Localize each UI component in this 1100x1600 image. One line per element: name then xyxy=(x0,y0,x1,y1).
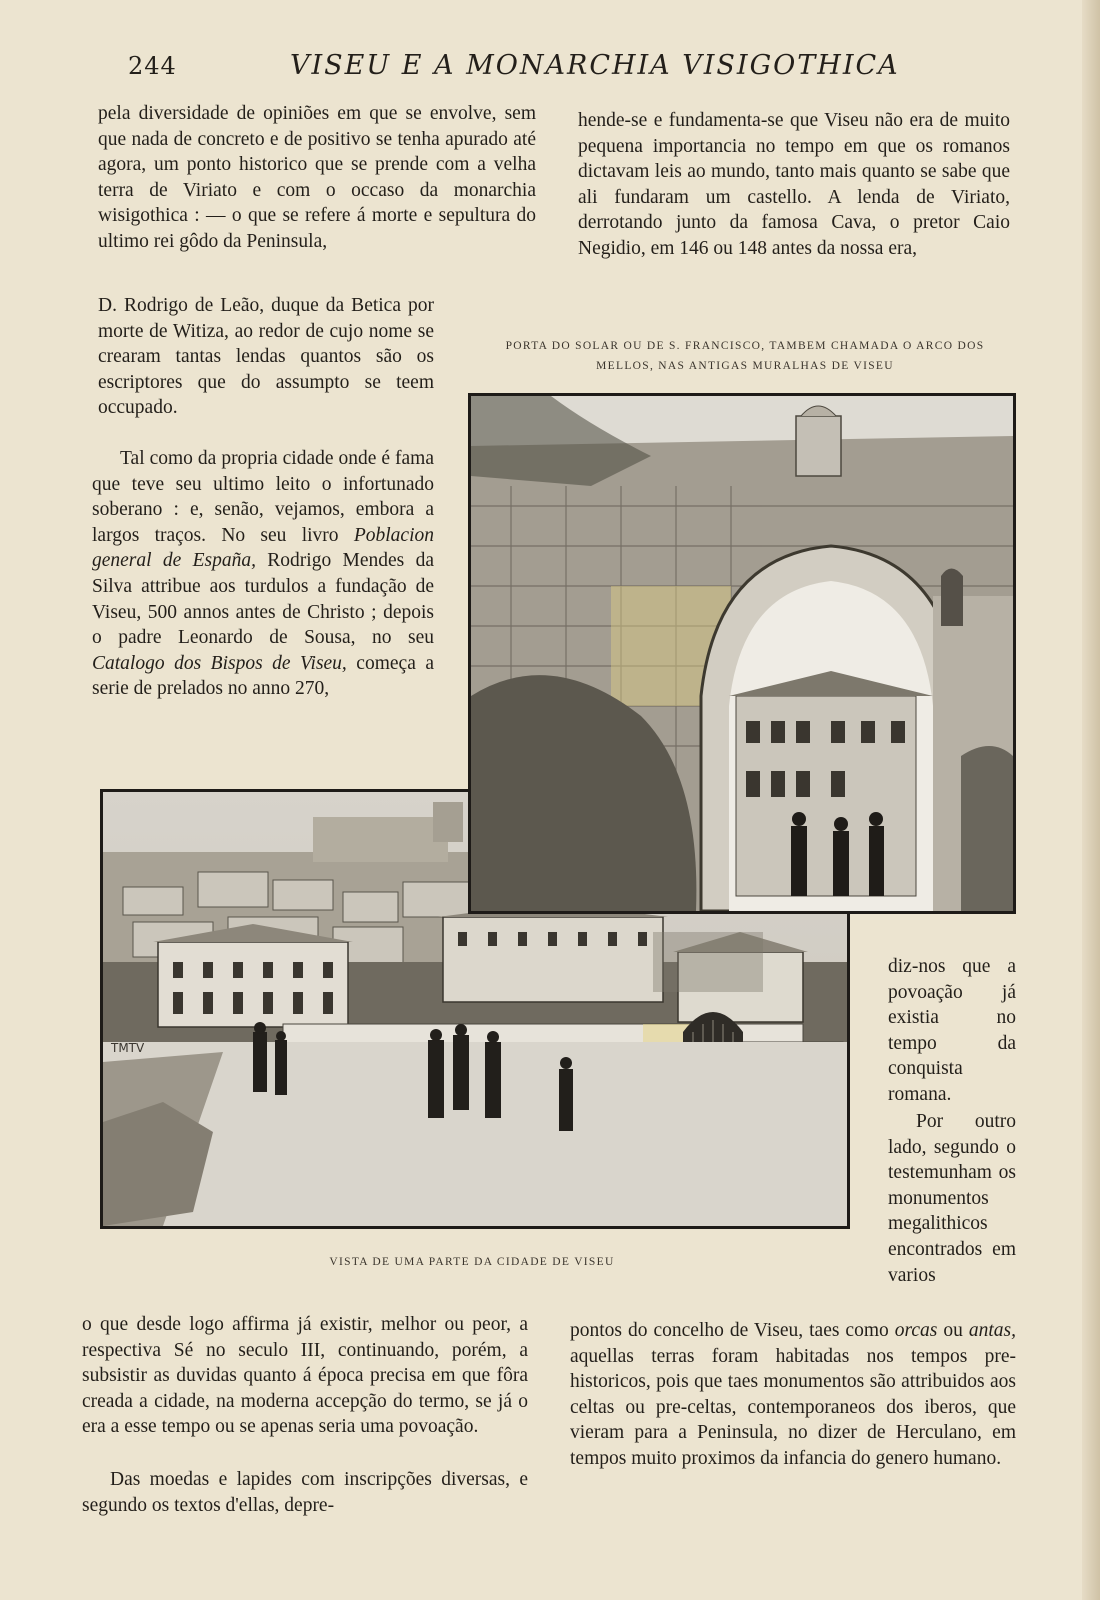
left-top-paragraph-3 xyxy=(92,446,434,702)
para3-text-b: Rodrigo Mendes da Silva attribue aos turdulos a fundação de Viseu, 500 annos antes de Christo ; depois o padre Leonardo de Sousa, no seu xyxy=(92,550,434,649)
orcas-text-c: aquellas terras foram habitadas nos tempos pre-historicos, pois que taes monumentos são attribuidos aos celtas ou pre-celtas, contemporaneos dos iberos, que vieram para a Peninsula, no dizer de Herculano, em tempos muito proximos da infancia do genero humano. xyxy=(570,1345,1016,1469)
page-edge-shadow xyxy=(1082,0,1100,1600)
gate-photo-caption: PORTA DO SOLAR OU DE S. FRANCISCO, TAMBEM CHAMADA O ARCO DOS MELLOS, NAS ANTIGAS MURALHAS DE VISEU xyxy=(505,340,985,372)
orcas-text-b: ou xyxy=(937,1320,969,1341)
city-photo-caption: VISTA DE UMA PARTE DA CIDADE DE VISEU xyxy=(329,1256,615,1268)
orcas-text-a: pontos do concelho de Viseu, taes como xyxy=(570,1320,895,1341)
gate-arch-illustration xyxy=(471,396,1013,911)
left-top-paragraph-2: D. Rodrigo de Leão, duque da Betica por morte de Witiza, ao redor de cujo nome se crearam tantas lendas quantos são os escriptores que do assumpto se teem occupado. xyxy=(98,295,434,419)
left-bottom-paragraph-1: o que desde logo affirma já existir, melhor ou peor, a respectiva Sé no seculo III, continuando, porém, a subsistir as duvidas quanto á época precisa em que fôra creada a cidade, na moderna accepção do termo, se já o era a esse tempo ou se apenas seria uma povoação. xyxy=(82,1314,528,1438)
right-narrow-paragraph-2: Por outro lado, segundo o testemunham os monumentos megalithicos encontrados em varios xyxy=(888,1111,1016,1286)
book-title-catalogo: Catalogo dos Bispos de Viseu, xyxy=(92,652,347,674)
left-bottom-paragraph-2: Das moedas e lapides com inscripções diversas, e segundo os textos d'ellas, depre- xyxy=(82,1469,528,1516)
term-antas: antas, xyxy=(968,1320,1017,1341)
photo-monogram: TMTV xyxy=(111,1041,145,1055)
page-number: 244 xyxy=(128,52,177,80)
para3-text-c: começa a serie de prelados no anno 270, xyxy=(92,652,434,700)
page-header xyxy=(0,48,1100,88)
book-title-poblacion: Poblacion general de España, xyxy=(92,524,434,572)
city-gate-photo xyxy=(468,393,1016,914)
term-orcas: orcas xyxy=(894,1320,938,1341)
left-top-paragraph-1: pela diversidade de opiniões em que se envolve, sem que nada de concreto e de positivo se tenha apurado até agora, um ponto historico que se prende com a velha terra de Viriato e com o occaso da monarchia wisigothica : — o que se refere á morte e sepultura do ultimo rei gôdo da Peninsula, xyxy=(98,103,536,252)
para3-text-a: Tal como da propria cidade onde é fama que teve seu ultimo leito o infortunado soberano : e, senão, vejamos, embora a largos traços. No seu livro xyxy=(92,448,434,546)
right-bottom-paragraph xyxy=(570,1318,1016,1472)
right-top-paragraph: hende-se e fundamenta-se que Viseu não era de muito pequena importancia no tempo em que os romanos dictavam leis ao mundo, tanto mais quanto se sabe que ali fundaram um castello. A lenda de Viriato, derrotando junto da famosa Cava, o pretor Caio Negidio, em 146 ou 148 antes da nossa era, xyxy=(578,110,1010,259)
running-title: VISEU E A MONARCHIA VISIGOTHICA xyxy=(290,50,900,81)
right-narrow-paragraph-1: diz-nos que a povoação já existia no tempo da conquista romana. xyxy=(888,956,1016,1105)
